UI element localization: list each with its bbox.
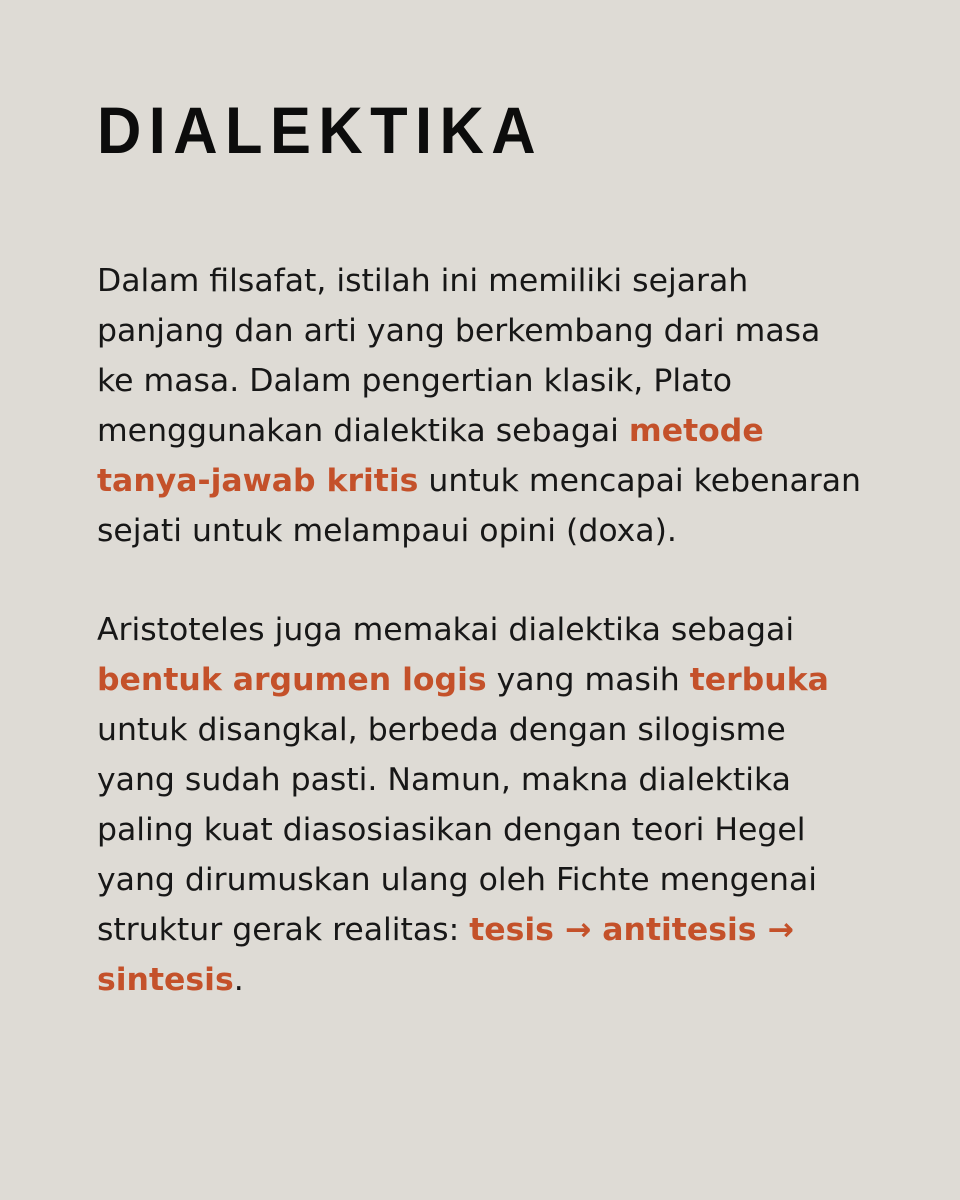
highlight-phrase: bentuk argumen logis: [97, 662, 487, 698]
page-title: DIALEKTIKA: [97, 93, 544, 167]
highlight-phrase: metode tanya-jawab kritis: [97, 413, 764, 499]
paragraph-1: [97, 256, 864, 556]
paragraph-text: untuk disangkal, berbeda dengan silogisme yang sudah pasti. Namun, makna dialektika paling kuat diasosiasikan dengan teori Hegel yang dirumuskan ulang oleh Fichte mengenai struktur gerak realitas:: [97, 712, 818, 948]
highlight-phrase: terbuka: [689, 662, 829, 698]
body-text: [97, 256, 864, 1005]
paragraph-text: Aristoteles juga memakai dialektika sebagai: [97, 612, 795, 648]
highlight-phrase: tesis → antitesis → sintesis: [97, 912, 794, 998]
paragraph-text: untuk mencapai kebenaran sejati untuk melampaui opini (doxa).: [97, 463, 862, 549]
paragraph-text: Dalam filsafat, istilah ini memiliki sejarah panjang dan arti yang berkembang dari masa ke masa. Dalam pengertian klasik, Plato menggunakan dialektika sebagai: [97, 263, 821, 449]
paragraph-2: [97, 605, 864, 1005]
paragraph-text: yang masih: [486, 662, 690, 698]
paragraph-text: .: [233, 962, 244, 998]
